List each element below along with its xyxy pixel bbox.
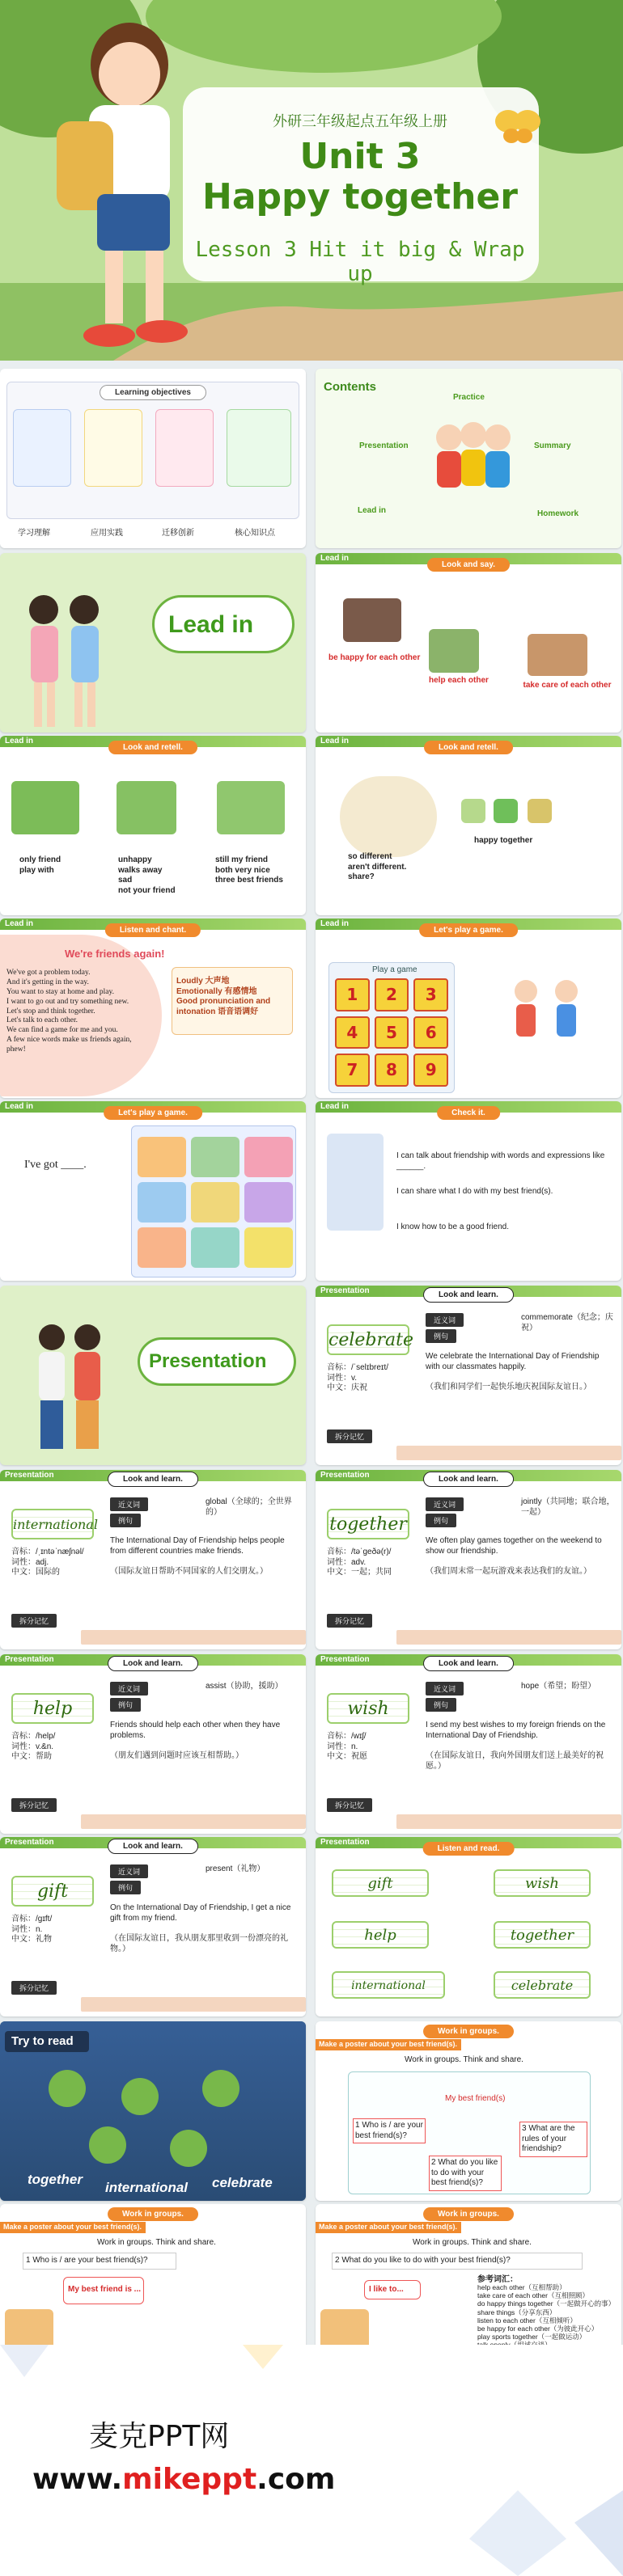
number-grid bbox=[335, 978, 448, 1087]
slide-look-and-retell-1 bbox=[0, 736, 306, 915]
slide-lead-in bbox=[0, 553, 306, 733]
caption: help each other bbox=[429, 676, 489, 685]
contents-item: Homework bbox=[537, 509, 579, 518]
word-info: 音标：/ɡɪft/ 词性：n. 中文：礼物 bbox=[11, 1915, 53, 1944]
example-cn: （朋友们遇到问题时应该互相帮助。） bbox=[110, 1751, 244, 1760]
number-card[interactable]: 6 bbox=[413, 1016, 448, 1049]
example-en: I send my best wishes to my foreign friends on the International Day of Friendship. bbox=[426, 1721, 606, 1740]
answer-frame: I like to... bbox=[369, 2285, 404, 2294]
contents-item: Practice bbox=[453, 393, 485, 402]
synonym-label: 近义词 bbox=[110, 1497, 148, 1511]
slide-word-celebrate bbox=[316, 1286, 621, 1465]
memo-label: 拆分记忆 bbox=[327, 1614, 372, 1628]
banner: Make a poster about your best friend(s). bbox=[319, 2223, 458, 2231]
word-info: 音标：/ˌɪntəˈnæʃnəl/ 词性：adj. 中文：国际的 bbox=[11, 1548, 84, 1577]
slide-game-1 bbox=[316, 918, 621, 1098]
number-card[interactable]: 1 bbox=[335, 978, 370, 1011]
section-tag: Lead in bbox=[320, 554, 350, 563]
vocab-word: celebrate bbox=[494, 1971, 591, 1999]
example-label: 例句 bbox=[110, 1514, 141, 1527]
game-prompt: I've got ____. bbox=[24, 1159, 87, 1171]
comic-panel bbox=[340, 776, 437, 857]
section-tag: Lead in bbox=[5, 919, 34, 928]
instruction: Work in groups. Think and share. bbox=[413, 2238, 532, 2247]
chant-tips: Loudly 大声地 Emotionally 有感情地 Good pronunciation and intonation 语音语调好 bbox=[176, 977, 271, 1016]
vocab-word: gift bbox=[332, 1869, 429, 1897]
synonym: commemorate（纪念；庆祝） bbox=[521, 1313, 613, 1332]
slide-presentation bbox=[0, 1286, 306, 1465]
synonym-label: 近义词 bbox=[426, 1682, 464, 1696]
activity-pill: Work in groups. bbox=[423, 2207, 514, 2221]
word-info: 音标：/wɪʃ/ 词性：n. 中文：祝愿 bbox=[327, 1732, 367, 1761]
example-en: We often play games together on the weekend to show our friendship. bbox=[426, 1536, 602, 1556]
activity-pill: Work in groups. bbox=[108, 2207, 198, 2221]
activity-pill: Look and retell. bbox=[424, 741, 513, 754]
slide-listen-read bbox=[316, 1837, 621, 2016]
slide-work-groups-1 bbox=[316, 2021, 621, 2201]
word-info: 音标：/help/ 词性：v.&n. 中文：帮助 bbox=[11, 1732, 56, 1761]
example-cn: （我们周末常一起玩游戏来表达我们的友谊。） bbox=[426, 1567, 591, 1576]
reference-list: help each other（互相帮助） take care of each other（互相照顾） do happy things together（一起做开心的事） share things（分享东西） listen to each other（互相倾听） be happy for each other（为彼此开心） play sports together（一起做运动） bbox=[477, 2283, 616, 2342]
caption: be happy for each other bbox=[328, 653, 421, 662]
banner: Make a poster about your best friend(s). bbox=[3, 2223, 142, 2231]
word-info: 音标：/ˈselɪbreɪt/ 词性：v. 中文：庆祝 bbox=[327, 1363, 389, 1392]
memo-label: 拆分记忆 bbox=[327, 1429, 372, 1443]
section-tag: Presentation bbox=[320, 1838, 370, 1847]
section-tag: Presentation bbox=[320, 1655, 370, 1664]
slide-objectives bbox=[0, 369, 306, 548]
unit-title: Unit 3 bbox=[299, 136, 421, 177]
number-card[interactable]: 8 bbox=[375, 1054, 409, 1087]
section-title: Try to read bbox=[11, 2034, 74, 2048]
gift-box bbox=[461, 799, 485, 823]
section-tag: Lead in bbox=[320, 919, 350, 928]
synonym: global（全球的；全世界的） bbox=[206, 1497, 292, 1517]
number-card[interactable]: 7 bbox=[335, 1054, 370, 1087]
contents-item: Lead in bbox=[358, 506, 387, 515]
example-label: 例句 bbox=[426, 1514, 456, 1527]
caption: unhappy walks away sad not your friend bbox=[118, 855, 176, 895]
example-label: 例句 bbox=[110, 1881, 141, 1894]
vocab-word: gift bbox=[11, 1876, 94, 1907]
activity-pill: Look and learn. bbox=[108, 1472, 198, 1487]
chant-title: We're friends again! bbox=[65, 948, 165, 960]
section-tag: Lead in bbox=[320, 737, 350, 745]
synonym: jointly（共同地；联合地，一起） bbox=[521, 1497, 615, 1517]
girl-illustration bbox=[16, 16, 202, 356]
objective-label: 迁移创新 bbox=[162, 529, 194, 538]
question: 1 Who is / are your best friend(s)? bbox=[23, 2253, 176, 2270]
memo-label: 拆分记忆 bbox=[327, 1798, 372, 1812]
activity-pill: Look and learn. bbox=[108, 1656, 198, 1671]
slide-word-international bbox=[0, 1470, 306, 1649]
activity-pill: Look and learn. bbox=[108, 1839, 198, 1854]
kids-illustration bbox=[421, 417, 526, 506]
unit-name: Happy together bbox=[202, 176, 519, 217]
activity-pill: Look and say. bbox=[427, 558, 510, 572]
memo-label: 拆分记忆 bbox=[11, 1798, 57, 1812]
section-tag: Presentation bbox=[320, 1471, 370, 1480]
contents-item: Presentation bbox=[359, 441, 409, 450]
vocab-word: together bbox=[327, 1509, 409, 1539]
vocab-word: together bbox=[494, 1921, 591, 1949]
example-en: The International Day of Friendship helps people from different countries make friends. bbox=[110, 1536, 285, 1556]
section-tag: Presentation bbox=[320, 1286, 370, 1295]
contents-item: Summary bbox=[534, 441, 571, 450]
activity-pill: Let's play a game. bbox=[419, 923, 518, 937]
activity-pill: Look and retell. bbox=[108, 741, 197, 754]
section-title: Presentation bbox=[149, 1350, 267, 1372]
vocab-word: wish bbox=[327, 1693, 409, 1724]
example-cn: （我们和同学们一起快乐地庆祝国际友谊日。） bbox=[426, 1383, 591, 1391]
read-word: international bbox=[105, 2180, 189, 2195]
slide-check-it bbox=[316, 1101, 621, 1281]
example-label: 例句 bbox=[426, 1329, 456, 1343]
activity-pill: Work in groups. bbox=[423, 2025, 514, 2038]
comic-panel bbox=[117, 781, 176, 834]
slide-contents bbox=[316, 369, 621, 548]
decorative-diamonds bbox=[0, 2345, 623, 2576]
objectives-header: Learning objectives bbox=[100, 385, 206, 400]
slide-word-wish bbox=[316, 1654, 621, 1834]
contents-title: Contents bbox=[324, 380, 376, 394]
photo bbox=[343, 598, 401, 642]
example-en: On the International Day of Friendship, I get a nice gift from my friend. bbox=[110, 1903, 291, 1923]
question: 2 What do you like to do with your best friend(s)? bbox=[429, 2156, 502, 2191]
memo-label: 拆分记忆 bbox=[11, 1614, 57, 1628]
slide-try-to-read bbox=[0, 2021, 306, 2201]
vocab-word: wish bbox=[494, 1869, 591, 1897]
synonym: present（礼物） bbox=[206, 1864, 265, 1873]
caption: still my friend both very nice three best friends bbox=[215, 855, 283, 885]
activity-pill: Look and learn. bbox=[423, 1472, 514, 1487]
caption: happy together bbox=[474, 836, 533, 845]
activity-pill: Check it. bbox=[437, 1106, 500, 1120]
checklist-item: I can share what I do with my best friend(s). bbox=[396, 1187, 553, 1196]
example-label: 例句 bbox=[426, 1698, 456, 1712]
number-card[interactable]: 9 bbox=[413, 1054, 448, 1087]
section-tag: Lead in bbox=[5, 1102, 34, 1111]
question: 1 Who is / are your best friend(s)? bbox=[353, 2118, 426, 2143]
example-cn: （国际友谊日帮助不同国家的人们交朋友。） bbox=[110, 1567, 268, 1576]
two-kids-illustration bbox=[24, 1313, 113, 1459]
photo bbox=[528, 634, 587, 676]
synonym-label: 近义词 bbox=[110, 1682, 148, 1696]
photo bbox=[429, 629, 479, 673]
checklist-item: I know how to be a good friend. bbox=[396, 1223, 509, 1231]
objective-label: 学习理解 bbox=[18, 529, 50, 538]
activity-pill: Listen and chant. bbox=[105, 923, 201, 937]
synonym-label: 近义词 bbox=[426, 1313, 464, 1327]
activity-pill: Listen and read. bbox=[423, 1842, 515, 1856]
section-title: Lead in bbox=[168, 611, 254, 638]
gift-box bbox=[494, 799, 518, 823]
synonym-label: 近义词 bbox=[110, 1864, 148, 1878]
word-info: 音标：/təˈɡeðə(r)/ 词性：adv. 中文：一起；共同 bbox=[327, 1548, 392, 1577]
lesson-title: Lesson 3 Hit it big & Wrap up bbox=[195, 238, 525, 286]
vocab-word: international bbox=[332, 1971, 445, 1999]
example-cn: （在国际友谊日，我向外国朋友们送上最美好的祝愿。） bbox=[426, 1751, 604, 1771]
banner: Make a poster about your best friend(s). bbox=[319, 2040, 458, 2048]
caption: take care of each other bbox=[523, 681, 612, 690]
read-word: together bbox=[28, 2172, 83, 2187]
synonym: assist（协助，援助） bbox=[206, 1682, 283, 1691]
instruction: Work in groups. Think and share. bbox=[405, 2055, 523, 2064]
vocab-word: help bbox=[332, 1921, 429, 1949]
instruction: Work in groups. Think and share. bbox=[97, 2238, 216, 2247]
number-card[interactable]: 4 bbox=[335, 1016, 370, 1049]
comic-panel bbox=[217, 781, 285, 834]
slide-word-together bbox=[316, 1470, 621, 1649]
kids-jumping-illustration bbox=[494, 959, 599, 1064]
number-card[interactable]: 2 bbox=[375, 978, 409, 1011]
vocab-word: celebrate bbox=[327, 1324, 409, 1355]
slide-chant bbox=[0, 918, 306, 1098]
section-tag: Presentation bbox=[5, 1471, 54, 1480]
activity-pill: Let's play a game. bbox=[104, 1106, 202, 1120]
vocab-word: international bbox=[11, 1509, 94, 1539]
vocab-word: help bbox=[11, 1693, 94, 1724]
slide-word-gift bbox=[0, 1837, 306, 2016]
section-tag: Presentation bbox=[5, 1838, 54, 1847]
activity-pill: Look and learn. bbox=[423, 1287, 514, 1303]
chant-lines: We've got a problem today. And it's getting in the way. You want to stay at home and play. I want to go out and try something new. Let's stop and think together. Let's talk to each other. We can find a game for me and you. A few nice words make us friends again, phew! bbox=[6, 969, 132, 1054]
checklist-item: I can talk about friendship with words and expressions like ______. bbox=[396, 1151, 605, 1171]
synonym-label: 近义词 bbox=[426, 1497, 464, 1511]
gift-box bbox=[528, 799, 552, 823]
memo-label: 拆分记忆 bbox=[11, 1981, 57, 1995]
read-word: celebrate bbox=[212, 2175, 273, 2190]
two-girls-illustration bbox=[11, 585, 117, 731]
answer-frame: My best friend is ... bbox=[68, 2285, 142, 2294]
objective-label: 应用实践 bbox=[91, 529, 123, 538]
example-cn: （在国际友谊日，我从朋友那里收到一份漂亮的礼物。） bbox=[110, 1934, 288, 1953]
objective-label: 核心知识点 bbox=[235, 529, 275, 538]
reference-title: 参考词汇： bbox=[477, 2275, 518, 2284]
section-tag: Lead in bbox=[320, 1102, 350, 1111]
example-en: Friends should help each other when they have problems. bbox=[110, 1721, 281, 1740]
number-card[interactable]: 3 bbox=[413, 978, 448, 1011]
brand-url[interactable]: www.mikeppt.com bbox=[32, 2463, 336, 2496]
question: 2 What do you like to do with your best friend(s)? bbox=[332, 2253, 583, 2270]
example-label: 例句 bbox=[110, 1698, 141, 1712]
slide-word-help bbox=[0, 1654, 306, 1834]
mindmap-center: My best friend(s) bbox=[445, 2094, 506, 2103]
section-tag: Presentation bbox=[5, 1655, 54, 1664]
example-en: We celebrate the International Day of Friendship with our classmates happily. bbox=[426, 1352, 600, 1371]
caption: so different aren't different. share? bbox=[348, 852, 407, 881]
slide-look-and-retell-2 bbox=[316, 736, 621, 915]
activity-pill: Look and learn. bbox=[423, 1656, 514, 1671]
section-tag: Lead in bbox=[5, 737, 34, 745]
slide-game-2 bbox=[0, 1101, 306, 1281]
comic-panel bbox=[11, 781, 79, 834]
question: 3 What are the rules of your friendship? bbox=[519, 2122, 587, 2157]
number-card[interactable]: 5 bbox=[375, 1016, 409, 1049]
butterfly-icon bbox=[494, 105, 542, 146]
grade-text: 外研三年级起点五年级上册 bbox=[273, 113, 447, 130]
synonym: hope（希望；盼望） bbox=[521, 1682, 596, 1691]
caption: only friend play with bbox=[19, 855, 61, 875]
brand-name: 麦克PPT网 bbox=[89, 2420, 230, 2453]
game-title: Play a game bbox=[372, 965, 417, 974]
slide-look-and-say bbox=[316, 553, 621, 733]
title-slide bbox=[0, 0, 623, 361]
